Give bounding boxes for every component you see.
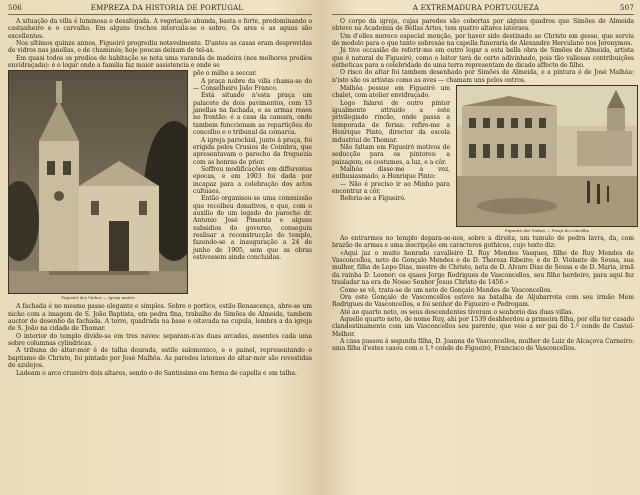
church-photo-caption: Figueiró dos Vinhos — Igreja matriz <box>61 295 135 301</box>
left-paragraph: O interior do templo divide-se em tres naves: separam-n'as duas arcadas, assentes cada uma sobre columnas cylindricas. <box>8 332 312 348</box>
right-bottom-text <box>332 235 634 353</box>
church-illustration <box>9 71 188 293</box>
right-paragraph: Um d'elles merece especial menção, por haver sido destinado ao Christo em gesso, que serviu de modelo para o que tanto sobresáe na capella funeraria de Alexandre Herculano nos Jeronymos. <box>332 32 634 48</box>
right-side-column <box>332 85 450 233</box>
square-photo-figure <box>456 85 638 233</box>
left-bottom-text <box>8 303 312 376</box>
right-paragraph: Até ao quarto neto, os seus descendentes tiveram o senhorio das duas villas. <box>340 308 574 316</box>
right-paragraph: O corpo da igreja, cujas paredes são cobertas por alguns quadros que Simões de Almeida obteve na Academia de Bellas Artes, tem quatro altares lateraes. <box>332 18 634 33</box>
left-side-paragraph: A igreja parochial, junto á praça, foi erigida pelos Crusios de Coimbra, que apresentavam o parocho da freguezia com as honras de prior. <box>193 136 312 166</box>
right-paragraph: Ao entrarmos no templo depara-se-nos, sobre a direita, um tumulo de pedra lavra, da, com brazão de armas e uma inscripção em caracteres gothicos, cujo texto diz: <box>332 235 634 250</box>
left-paragraph: Em quasi todos os predios de habitação se nota uma varanda de madeira (nos melhores predios envidraçada): é o logar onde a familia faz maior assistencia e onde se <box>8 54 312 70</box>
square-photo <box>456 85 638 227</box>
right-paragraph: O risco do altar foi tambem desenhado por Simões de Almeida, e a pintura é de José Malhôa: n'isto são os artistas como as aves — chamam uns pelos outros. <box>332 69 634 84</box>
right-running-head <box>332 4 634 15</box>
right-photo-block <box>332 85 634 233</box>
right-paragraph: Como se vê, trata-se de um neto de Gonçalo Mendes de Vasconcellos. <box>340 286 553 294</box>
left-paragraph: Ladeam o arco cruzeiro dois altares, sendo o do Santissimo em forma de capella e em talha. <box>16 369 297 377</box>
right-side-paragraph: Malhôa disse-me a vez, enthusiasmado, a Henrique Pinto: <box>332 165 450 181</box>
left-side-column <box>193 70 312 300</box>
right-paragraph: Ora este Gonçalo de Vasconcellos esteve na batalha de Aljubarrota com seu irmão Mem Rodrigues de Vasconcellos, e foi senhor de Figueiró e Pedrogam. <box>332 293 634 309</box>
left-side-paragraph: Soffreu modificações em differentes epocas, e em 1903 foi dada por incapaz para a celebração dos actos cultuaes. <box>193 165 312 195</box>
square-illustration <box>457 86 637 226</box>
right-page-number: 507 <box>620 4 634 12</box>
left-running-head <box>8 4 312 15</box>
right-paragraph: A casa passou á segunda filha, D. Joanna de Vasconcellos, mulher de Luiz de Alcaçova Carneiro: uma filha d'estes casou com o 1.º conde de Figueiró, Francisco de Vasconcellos. <box>332 337 634 353</box>
right-running-title: A EXTREMADURA PORTUGUEZA <box>412 4 540 12</box>
right-side-paragraph: — Não é preciso ir ao Minho para encontrar a côr. <box>332 180 450 195</box>
right-paragraph: «Aqui jaz o muito honrado cavalleiro D. Ruy Mendes Vasques, filho de Ruy Mendes de Vasconcellos, neto de Gonçalo Mendes e de D. Thereza Ribeiro; e de D. Violante de Sousa, sua mulher, filha de Lopo Dias, mestre de Christo, neta de D. Alvaro Dias de Sousa e de D. Maria, irmã da rainha D. Leonor; os quaes Jorge Rodrigues de Vasconcellos, seu filho herdeiro, para aqui fez trasladar na era de Nosso Senhor Jesus Christo de 1456.» <box>332 249 634 287</box>
right-paragraph: Já tive occasião de referir-me em outro logar a esta bella obra de Simões de Almeida, artista que é natural de Figueiró, como o leitor terá de certo adivinhado, pois tão valiosas contribuições estheticas para a celebridade de uma terra representam de dicado affecto de filho. <box>332 47 634 70</box>
left-side-paragraph: põe o milho a seccar. <box>193 70 257 78</box>
left-paragraph: A fachada é no mesmo passo elegante e simples. Sobre o portico, estilo Renascença, abre-se um nicho com a imagem de S. João Baptista, em pedra fina, trabalho de Simões de Almeida, tambem auctor do desenho da fachada. A torre, quadrada na base e oitavada na cupula, lembra a da igreja de S. João na cidade de Thomar. <box>8 303 312 333</box>
left-paragraph: A situação da villa é luminosa e desafogada. A vegetação abunda, basta e forte, predominando o castanheiro e o carvalho. Em alguns trechos intercala-se o sobro. Os ares e as aguas são excellentes. <box>8 18 312 40</box>
church-photo-figure <box>8 70 188 300</box>
right-side-paragraph: Não faltam em Figueiró motivos de seducção para os pintores: a paizagem, os costumes, a luz, e a côr. <box>332 143 450 166</box>
left-paragraph: Nos ultimos quinze annos, Figueiró progrediu notavelmente. D'antes as casas eram desprovidas de vidros nas janellas, e de chaminés; hoje poucas deixam de tel-as. <box>8 40 312 55</box>
left-paragraph: A tribuna do altar-mór é de talha dourada, estilo salomonico, e o painel, representando o baptismo de Christo, foi pintado por José Malhôa. As paredes lateraes do altar-mór são revestidas de azulejos. <box>8 347 312 370</box>
left-side-paragraph: Então organisou-se uma commissão que recolheu donativos, e que, com o auxilio de um legado do parocho dr. Antonio José Pimenta e alguns subsidios do governo, conseguiu realisar a reconstrucção do templo, fazendo-se a inauguração a 24 de junho de 1905, sem que as obras estivessem ainda concluidas. <box>193 195 312 261</box>
left-photo-block <box>8 70 312 300</box>
left-page-number: 506 <box>8 4 22 12</box>
right-side-paragraph: Referia-se a Figueiró. <box>340 195 406 203</box>
right-paragraph: Aquelle quarto neto, de nome Ruy, ahi por 1539 deshherdou a primeira filha, por ella ter casado clandestinamente com um Vasconcellos seu parente, que veio a ser pai do 1.º conde de Castel-Melhor. <box>332 315 634 338</box>
right-side-paragraph: Malhôa possue em Figueiró um chalet, com atelier envidraçado. <box>332 85 450 100</box>
left-running-title: EMPREZA DA HISTORIA DE PORTUGAL <box>90 4 244 12</box>
left-side-paragraph: Está situado n'esta praça um palacete de dois pavimentos, com 13 janellas na fachada, e as armas reaes no frontão: é a casa da camara, onde tambem funccionam as repartições do concelho e o tribunal da comarca. <box>193 92 312 137</box>
right-side-paragraph: Logo falarei de outro pintor igualmente attraido a este privilegiado rincão, onde passa a temporada de ferias: refiro-me a Henrique Pinto, director da escola industrial de Thomar. <box>332 99 450 144</box>
square-photo-caption: Figueiró dos Vinhos — Praça do concelho <box>504 228 590 234</box>
church-photo <box>8 70 188 294</box>
left-side-paragraph: A praça nobre da villa chama-se do — Conselheiro João Franco. <box>193 77 312 93</box>
right-page <box>320 0 640 495</box>
